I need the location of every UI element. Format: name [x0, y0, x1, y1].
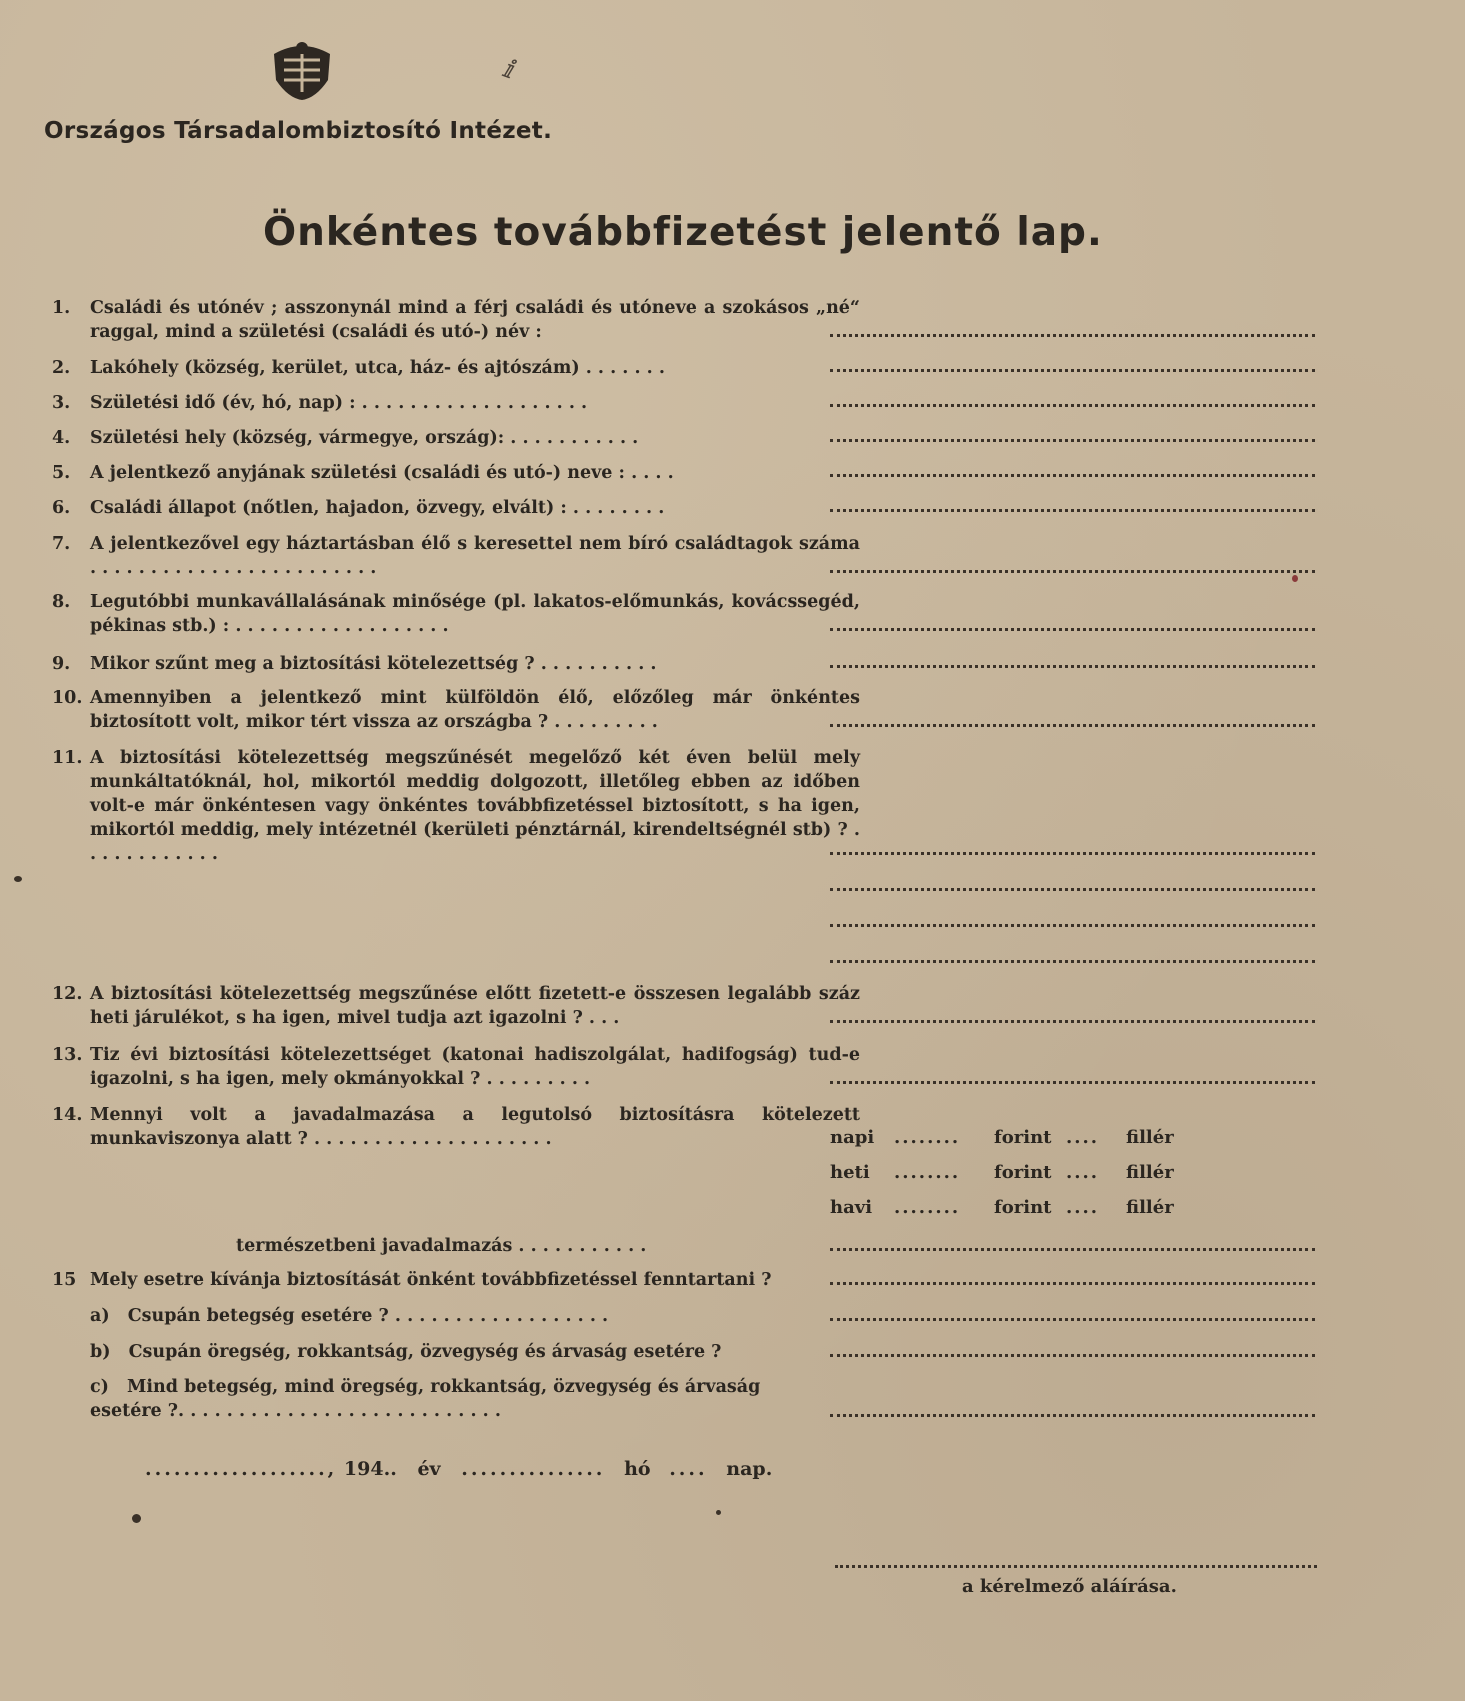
answer-line-8[interactable]	[830, 628, 1315, 631]
signature-line[interactable]	[835, 1565, 1317, 1568]
answer-line-2[interactable]	[830, 369, 1315, 372]
answer-line-11d[interactable]	[830, 960, 1315, 963]
answer-line-3[interactable]	[830, 404, 1315, 407]
ink-speck	[132, 1514, 141, 1523]
option-a: a) Csupán betegség esetére ? . . . . . . . . . . . . . . . . . .	[90, 1306, 609, 1326]
ink-speck	[1292, 575, 1298, 582]
answer-line-11a[interactable]	[830, 852, 1315, 855]
date-line[interactable]: ..................., 194.. év ............... hó .... nap.	[145, 1458, 773, 1480]
answer-line-6[interactable]	[830, 509, 1315, 512]
answer-line-in-kind[interactable]	[830, 1248, 1315, 1251]
answer-line-9[interactable]	[830, 665, 1315, 668]
option-b: b) Csupán öregség, rokkantság, özvegység és árvaság esetére ?	[90, 1342, 722, 1362]
answer-line-15c[interactable]	[830, 1414, 1315, 1417]
form-title: Önkéntes továbbfizetést jelentő lap.	[263, 210, 1103, 255]
answer-line-10[interactable]	[830, 724, 1315, 727]
coat-of-arms-icon	[266, 40, 338, 102]
form-sheet: ⅈ Országos Társadalombiztosító Intézet. Önkéntes továbbfizetést jelentő lap. 1. Családi és utónév ; asszonynál mind a férj családi és utóneve a szokásos „né“ raggal, mind a születési (családi és utó-) név : 2. Lakóhely (község, kerület, utca, ház- és ajtószám) . . . . . . . 3. Születési idő (év, hó, nap) : . . . . . . . . . . . . . . . . . . . 4. Születési hely (község, vármegye, ország): . . . . . . . . . . . 5. A jelentkező anyjának születési (családi és utó-) neve : . . . . 6. Családi állapot (nőtlen, hajadon, özvegy, elvált) : . . . . . . . . 7. A jelentkezővel egy háztartásban élő s keresettel nem bíró családtagok száma . . . . . . . . . . . . . . . . . . . . . . . . 8. Legutóbbi munkavállalásának minősége (pl. lakatos-előmunkás, kovácssegéd, pékinas stb.) : . . . . . . . . . . . . . . . . . . 9. Mikor szűnt meg a biztosítási kötelezettség ? . . . . . . . . . . 10. Amennyiben a jelentkező mint külföldön élő, előzőleg már önkéntes biztosított volt, mikor tért vissza az országba ? . . . . . . . . . 11. A biztosítási kötelezettség megszűnését megelőző két éven belül mely munkáltatóknál, hol, mikortól meddig dolgozott, illetőleg ebben az időben volt-e már önkéntesen vagy önkéntes továbbfizetéssel biztosított, s ha igen, mikortól meddig, mely intézetnél (kerületi pénztárnál, kirendeltségnél stb) ? . . . . . . . . . . . . 12. A biztosítási kötelezettség megszűnése előtt fizetett-e összesen legalább száz heti járulékot, s ha igen, mivel tudja azt igazolni ? . . . 13. Tiz évi biztosítási kötelezettséget (katonai hadiszolgálat, hadifogság) tud-e igazolni, s ha igen, mely okmányokkal ? . . . . . . . . . 14. Mennyi volt a javadalmazása a legutolsó biztosításra kötelezett munkaviszonya alatt ? . . . . . . . . . . . . . . . . . . . . napi ........ forint .... fillér heti ........ forint .... fillér havi ........ forint .... fillér természetbeni javadalmazás . . . . . . . . . . . 15 Mely esetre kívánja biztosítását önként továbbfizetéssel fenntartani ? a) Csupán betegség esetére ? . . . . . . . . . . . . . . . . . . b) Csupán öregség, rokkantság, özvegység és árvaság esetére ? c) Mind betegség, mind öregség, rokkantság, özvegység és árvaság esetére ?. . . . . . . . . . . . . . . . . . . . . . . . . . . ..................., 194.. év ............... hó .... nap. a kérelmező aláírása.	[0, 0, 1465, 1701]
answer-line-11c[interactable]	[830, 924, 1315, 927]
answer-line-11b[interactable]	[830, 888, 1315, 891]
signature-caption: a kérelmező aláírása.	[962, 1576, 1177, 1597]
pen-mark: ⅈ	[500, 54, 520, 86]
answer-line-15[interactable]	[830, 1282, 1315, 1285]
answer-line-12[interactable]	[830, 1020, 1315, 1023]
answer-line-15a[interactable]	[830, 1318, 1315, 1321]
answer-line-15b[interactable]	[830, 1354, 1315, 1357]
answer-line-5[interactable]	[830, 474, 1315, 477]
answer-line-1[interactable]	[830, 334, 1315, 337]
option-c: c) Mind betegség, mind öregség, rokkantság, özvegység és árvaság esetére ?. . . . . . . . . . . . . . . . . . . . . . . . . . .	[90, 1377, 761, 1421]
ink-speck	[14, 876, 22, 882]
in-kind-label: természetbeni javadalmazás . . . . . . . . . . .	[236, 1236, 647, 1256]
wage-row-daily[interactable]: napi ........ forint .... fillér	[830, 1127, 1174, 1148]
ink-speck	[716, 1510, 721, 1515]
institute-name: Országos Társadalombiztosító Intézet.	[44, 118, 553, 144]
wage-row-monthly[interactable]: havi ........ forint .... fillér	[830, 1197, 1174, 1218]
wage-row-weekly[interactable]: heti ........ forint .... fillér	[830, 1162, 1174, 1183]
answer-line-13[interactable]	[830, 1081, 1315, 1084]
answer-line-4[interactable]	[830, 439, 1315, 442]
answer-line-7[interactable]	[830, 570, 1315, 573]
